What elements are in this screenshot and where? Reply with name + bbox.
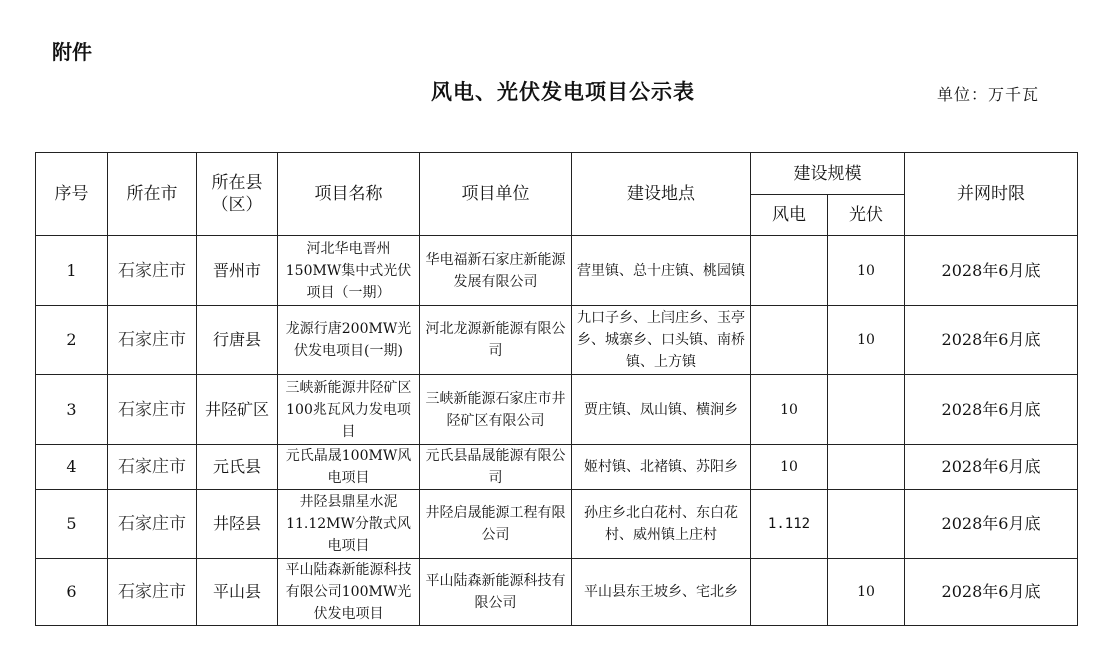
table-row: [36, 559, 1078, 626]
cell-project-name: 河北华电晋州150MW集中式光伏项目（一期）: [278, 236, 420, 306]
cell-grid-deadline: 2028年6月底: [905, 306, 1078, 375]
cell-location: 营里镇、总十庄镇、桃园镇: [572, 236, 751, 306]
header-city: 所在市: [108, 153, 197, 236]
cell-seq: 4: [36, 445, 108, 490]
table-row: [36, 236, 1078, 306]
cell-location: 孙庄乡北白花村、东白花村、威州镇上庄村: [572, 490, 751, 559]
cell-city: 石家庄市: [108, 236, 197, 306]
cell-city: 石家庄市: [108, 375, 197, 445]
cell-solar: 10: [828, 306, 905, 375]
cell-grid-deadline: 2028年6月底: [905, 490, 1078, 559]
table-row: [36, 375, 1078, 445]
cell-wind: [751, 559, 828, 626]
cell-grid-deadline: 2028年6月底: [905, 236, 1078, 306]
cell-company: 井陉启晟能源工程有限公司: [420, 490, 572, 559]
unit-label: 单位：万千瓦: [937, 85, 1040, 104]
cell-county: 井陉矿区: [197, 375, 278, 445]
header-grid-deadline: 并网时限: [905, 153, 1078, 236]
attachment-label: 附件: [52, 40, 92, 64]
table-row: [36, 490, 1078, 559]
cell-location: 平山县东王坡乡、宅北乡: [572, 559, 751, 626]
cell-county: 元氏县: [197, 445, 278, 490]
header-solar: 光伏: [828, 195, 905, 236]
project-table: [35, 152, 1078, 626]
cell-project-name: 三峡新能源井陉矿区100兆瓦风力发电项目: [278, 375, 420, 445]
cell-project-name: 元氏晶晟100MW风电项目: [278, 445, 420, 490]
cell-wind: 1.112: [751, 490, 828, 559]
cell-county: 行唐县: [197, 306, 278, 375]
cell-solar: 10: [828, 236, 905, 306]
header-seq: 序号: [36, 153, 108, 236]
header-row: [36, 153, 1078, 195]
cell-seq: 5: [36, 490, 108, 559]
header-project-name: 项目名称: [278, 153, 420, 236]
cell-grid-deadline: 2028年6月底: [905, 445, 1078, 490]
cell-solar: [828, 445, 905, 490]
cell-seq: 6: [36, 559, 108, 626]
cell-location: 姬村镇、北褚镇、苏阳乡: [572, 445, 751, 490]
cell-county: 平山县: [197, 559, 278, 626]
cell-solar: 10: [828, 559, 905, 626]
cell-location: 贾庄镇、凤山镇、横涧乡: [572, 375, 751, 445]
cell-solar: [828, 375, 905, 445]
cell-company: 华电福新石家庄新能源发展有限公司: [420, 236, 572, 306]
cell-project-name: 龙源行唐200MW光伏发电项目(一期): [278, 306, 420, 375]
header-location: 建设地点: [572, 153, 751, 236]
table-row: [36, 306, 1078, 375]
page-title: 风电、光伏发电项目公示表: [431, 79, 695, 104]
cell-company: 元氏县晶晟能源有限公司: [420, 445, 572, 490]
cell-county: 井陉县: [197, 490, 278, 559]
cell-wind: [751, 306, 828, 375]
header-scale: 建设规模: [751, 153, 905, 195]
cell-city: 石家庄市: [108, 490, 197, 559]
header-county: 所在县（区）: [197, 153, 278, 236]
cell-seq: 1: [36, 236, 108, 306]
cell-grid-deadline: 2028年6月底: [905, 375, 1078, 445]
header-company: 项目单位: [420, 153, 572, 236]
header-wind: 风电: [751, 195, 828, 236]
cell-city: 石家庄市: [108, 559, 197, 626]
cell-company: 河北龙源新能源有限公司: [420, 306, 572, 375]
cell-grid-deadline: 2028年6月底: [905, 559, 1078, 626]
cell-company: 三峡新能源石家庄市井陉矿区有限公司: [420, 375, 572, 445]
cell-project-name: 平山陆森新能源科技有限公司100MW光伏发电项目: [278, 559, 420, 626]
cell-wind: 10: [751, 445, 828, 490]
cell-wind: 10: [751, 375, 828, 445]
cell-company: 平山陆森新能源科技有限公司: [420, 559, 572, 626]
table-row: [36, 445, 1078, 490]
cell-location: 九口子乡、上闫庄乡、玉亭乡、城寨乡、口头镇、南桥镇、上方镇: [572, 306, 751, 375]
cell-seq: 2: [36, 306, 108, 375]
cell-solar: [828, 490, 905, 559]
cell-city: 石家庄市: [108, 306, 197, 375]
cell-project-name: 井陉县鼎星水泥11.12MW分散式风电项目: [278, 490, 420, 559]
cell-seq: 3: [36, 375, 108, 445]
cell-wind: [751, 236, 828, 306]
cell-county: 晋州市: [197, 236, 278, 306]
cell-city: 石家庄市: [108, 445, 197, 490]
